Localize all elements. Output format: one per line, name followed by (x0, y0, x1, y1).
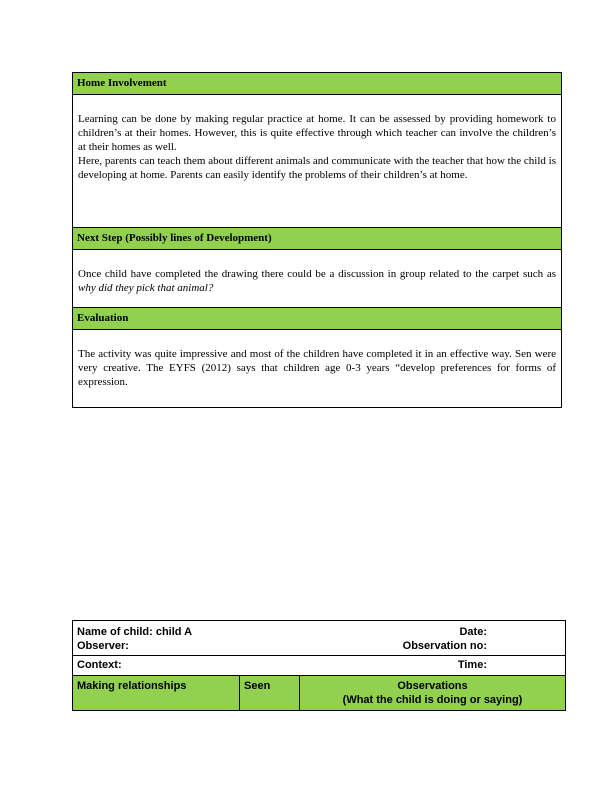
observation-form-table (72, 620, 566, 711)
evaluation-paragraph: The activity was quite impressive and most of the children have completed it in an effective way. Sen were very creative. The EYFS (2012) says that children age 0-3 years “develop preferences for forms of expression. (78, 348, 556, 388)
evaluation-body (73, 330, 561, 407)
home-involvement-paragraph-2: Here, parents can teach them about different animals and communicate with the teacher that how the child is developing at home. Parents can easily identify the problems of their children’s at home. (78, 155, 556, 181)
next-step-paragraph (78, 267, 556, 295)
context-label: Context: (77, 659, 122, 671)
child-info-left (77, 625, 403, 655)
evaluation-heading: Evaluation (73, 308, 561, 330)
observations-title: Observations (397, 680, 468, 692)
context-row (73, 656, 565, 676)
home-involvement-heading: Home Involvement (73, 73, 561, 95)
child-info-right (403, 625, 487, 655)
observation-number-label: Observation no: (402, 640, 487, 652)
child-name-label: Name of child: child A (77, 626, 193, 638)
development-table (72, 72, 562, 408)
observations-subtitle: (What the child is doing or saying) (342, 694, 523, 706)
observation-header-row (73, 676, 565, 710)
next-step-heading: Next Step (Possibly lines of Development) (73, 228, 561, 250)
next-step-text: Once child have completed the drawing there could be a discussion in group related to the carpet such as (78, 268, 556, 280)
child-info-row (73, 621, 565, 656)
home-involvement-body (73, 95, 561, 228)
seen-header: Seen (240, 676, 300, 710)
making-relationships-header: Making relationships (73, 676, 240, 710)
home-involvement-paragraph-1: Learning can be done by making regular practice at home. It can be assessed by providing homework to children’s at their homes. However, this is quite effective through which teacher can involve the children’s at their homes as well. (78, 113, 556, 153)
next-step-body (73, 250, 561, 308)
time-label: Time: (457, 659, 487, 671)
observations-header (300, 676, 565, 710)
observer-label: Observer: (77, 640, 129, 652)
date-label: Date: (459, 626, 487, 638)
next-step-question: why did they pick that animal? (78, 282, 214, 294)
